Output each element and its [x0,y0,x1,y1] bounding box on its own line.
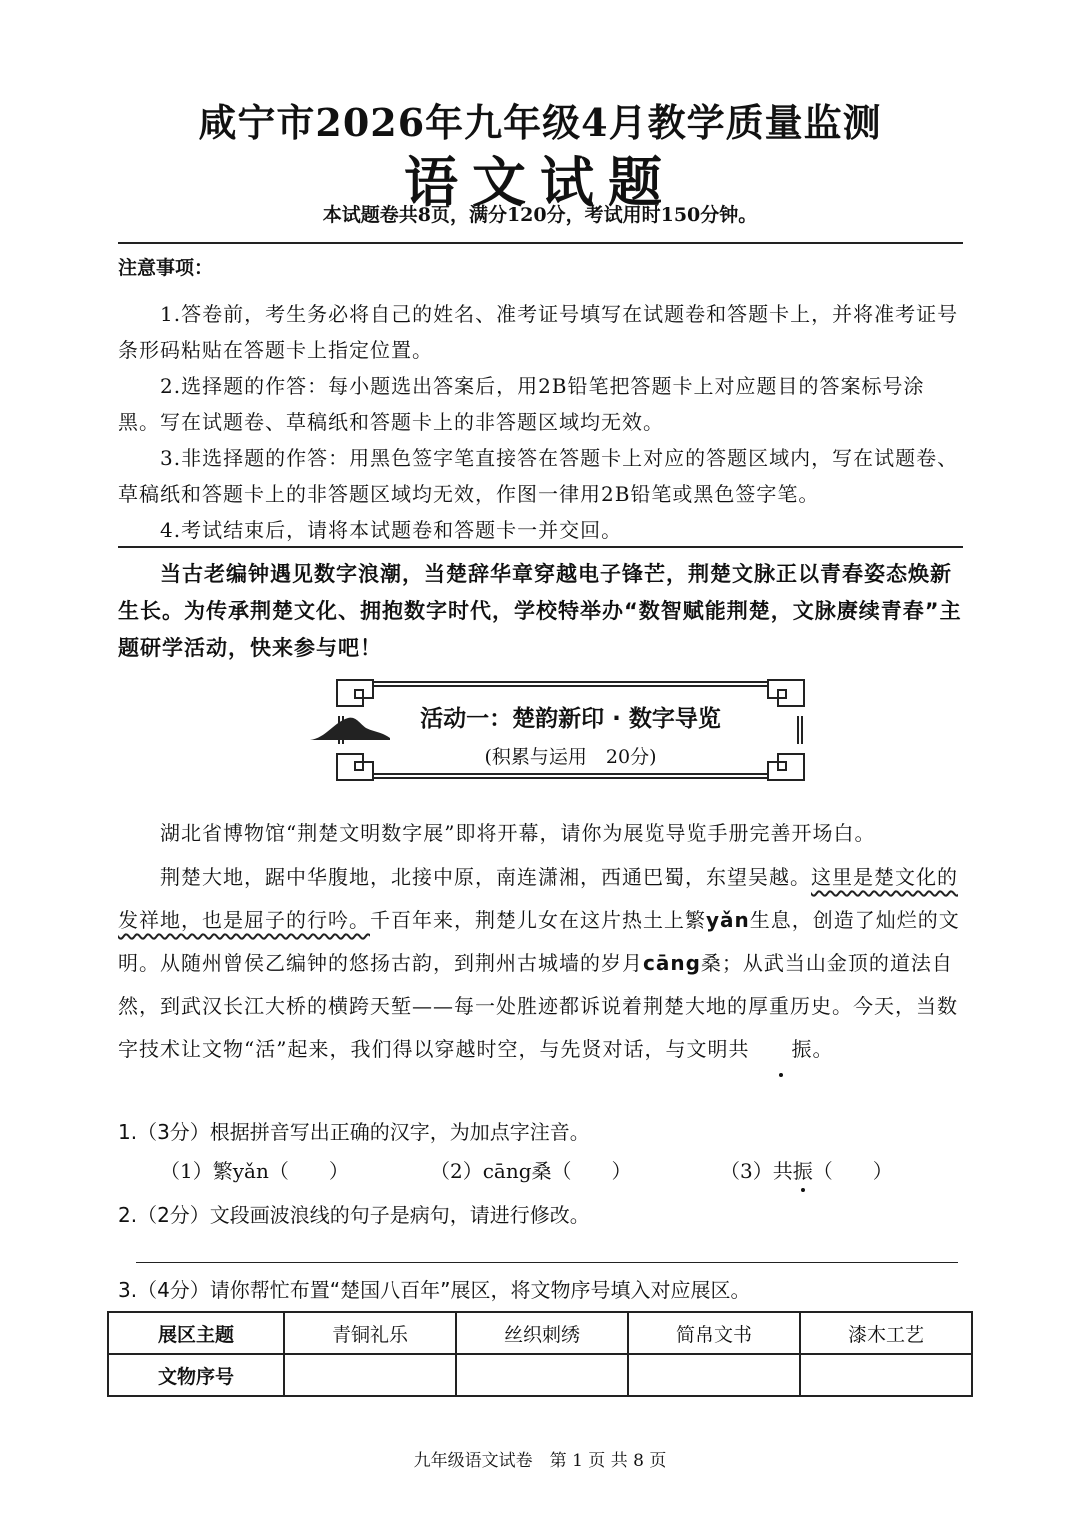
passage-text-4: 桑；从武当山金顶的道法自然，到武汉长江大桥的横跨天堑——每一处胜迹都诉说着荆楚大地的厚重历史。今天，当数字技术让文物“活”起来，我们得以穿越时空，与先贤对话，与文明共 [118,951,958,1061]
table-row [108,1312,972,1354]
notice-item-3: 3.非选择题的作答：用黑色签字笔直接答在答题卡上对应的答题区域内，写在试题卷、草稿纸和答题卡上的非答题区域均无效，作图一律用2B铅笔或黑色签字笔。 [118,446,959,506]
table-answer-cell [284,1354,456,1396]
notice-item-1: 1.答卷前，考生务必将自己的姓名、准考证号填写在试题卷和答题卡上，并将准考证号条形码粘贴在答题卡上指定位置。 [118,302,959,362]
activity-subtitle: (积累与运用 20分) [484,746,657,768]
exam-title: 咸宁市2026年九年级4月教学质量监测 [198,100,882,145]
table-header-cell: 漆木工艺 [800,1312,972,1354]
q1-blank-2: （2）cāng桑（ ） [430,1159,632,1183]
dotted-character: 振 [749,1028,812,1071]
passage-text-end: 。 [812,1037,834,1061]
passage-text-2: 千百年来，荆楚儿女在这片热土上繁 [370,908,706,932]
table-header-cell: 简帛文书 [628,1312,800,1354]
page-footer: 九年级语文试卷 第 1 页 共 8 页 [413,1451,667,1471]
q1-blank-1: （1）繁yǎn（ ） [160,1159,349,1183]
wavy-underlined-sentence: 这里是楚文化的发祥地，也是屈子的行吟。 [118,865,958,932]
table-header-cell: 展区主题 [108,1312,284,1354]
answer-line [136,1262,958,1263]
passage-lead: 湖北省博物馆“荆楚文明数字展”即将开幕，请你为展览导览手册完善开场白。 [160,821,876,845]
exhibit-table [107,1311,973,1397]
notice-divider [118,546,963,548]
pinyin-yan: yǎn [706,908,750,932]
passage-text-3: 生息，创造了灿烂的文明。从随州曾侯乙编钟的悠扬古韵，到荆州古城墙的岁月 [118,908,960,975]
exam-info: 本试题卷共8页，满分120分，考试用时150分钟。 [322,204,758,226]
q1-blank-3 [720,1156,893,1186]
table-answer-cell [800,1354,972,1396]
exam-subject: 语文试题 [404,150,676,214]
q1-blank-3-suffix: （ ） [812,1159,893,1183]
notice-heading: 注意事项： [118,257,214,279]
table-answer-cell [456,1354,628,1396]
q1-dotted-character: 振 [793,1156,813,1186]
table-header-cell: 青铜礼乐 [284,1312,456,1354]
table-row-label: 文物序号 [108,1354,284,1396]
passage-text-1: 荆楚大地，踞中华腹地，北接中原，南连潇湘，西通巴蜀，东望吴越。 [160,865,811,889]
intro-paragraph: 当古老编钟遇见数字浪潮，当楚辞华章穿越电子锋芒，荆楚文脉正以青春姿态焕新生长。为传承荆楚文化、拥抱数字时代，学校特举办“数智赋能荆楚，文脉赓续青春”主题研学活动，快来参与吧！ [118,562,962,660]
notice-item-4: 4.考试结束后，请将本试题卷和答题卡一并交回。 [160,518,623,542]
pinyin-cang: cāng [643,951,701,975]
q1-blank-3-prefix: （3）共 [720,1159,793,1183]
activity-title: 活动一：楚韵新印 · 数字导览 [420,706,721,732]
question-3: 3.（4分）请你帮忙布置“楚国八百年”展区，将文物序号填入对应展区。 [118,1278,751,1302]
question-1: 1.（3分）根据拼音写出正确的汉字，为加点字注音。 [118,1120,590,1144]
question-2: 2.（2分）文段画波浪线的句子是病句，请进行修改。 [118,1203,590,1227]
table-row [108,1354,972,1396]
passage-paragraph [118,856,963,1071]
table-header-cell: 丝织刺绣 [456,1312,628,1354]
notice-list [118,296,963,548]
table-answer-cell [628,1354,800,1396]
header-divider [118,242,963,244]
notice-item-2: 2.选择题的作答：每小题选出答案后，用2B铅笔把答题卡上对应题目的答案标号涂黑。写在试题卷、草稿纸和答题卡上的非答题区域均无效。 [118,374,925,434]
